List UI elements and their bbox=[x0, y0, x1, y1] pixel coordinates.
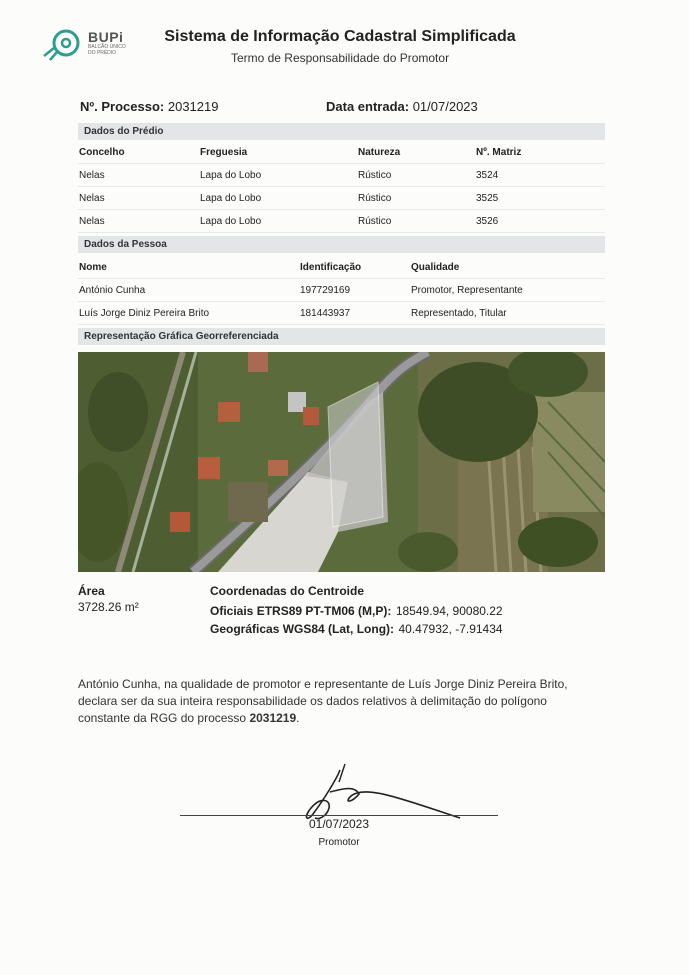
entry-date-value: 01/07/2023 bbox=[412, 99, 478, 114]
section-representacao-grafica: Representação Gráfica Georreferenciada bbox=[78, 328, 605, 345]
geographic-coordinates-value: 40.47932, -7.91434 bbox=[398, 622, 503, 636]
geographic-coordinates-label: Geográficas WGS84 (Lat, Long): bbox=[210, 622, 395, 636]
cell-freguesia: Lapa do Lobo bbox=[200, 193, 262, 204]
official-coordinates bbox=[210, 602, 503, 620]
signature-line bbox=[180, 815, 498, 816]
signature-role: Promotor bbox=[318, 837, 360, 848]
col-matriz: Nº. Matriz bbox=[476, 147, 522, 158]
col-natureza: Natureza bbox=[358, 147, 401, 158]
pessoa-table bbox=[78, 256, 605, 325]
predio-table bbox=[78, 141, 605, 233]
cell-identificacao: 197729169 bbox=[300, 285, 351, 296]
signature-date: 01/07/2023 bbox=[308, 817, 370, 831]
logo-sub-2: DO PRÉDIO bbox=[88, 49, 117, 56]
process-number-value: 2031219 bbox=[167, 99, 219, 114]
col-identificacao: Identificação bbox=[300, 262, 362, 273]
cell-concelho: Nelas bbox=[79, 193, 105, 204]
geographic-coordinates bbox=[210, 620, 503, 638]
table-row bbox=[78, 187, 605, 210]
entry-date-label: Data entrada: bbox=[326, 99, 410, 114]
statement-end: . bbox=[296, 711, 300, 725]
table-row bbox=[78, 164, 605, 187]
col-qualidade: Qualidade bbox=[411, 262, 460, 273]
col-nome: Nome bbox=[79, 262, 107, 273]
process-number-label: Nº. Processo: bbox=[80, 99, 165, 114]
cell-concelho: Nelas bbox=[79, 170, 105, 181]
cell-concelho: Nelas bbox=[79, 216, 105, 227]
logo-sub-1: BALCÃO ÚNICO bbox=[88, 44, 126, 50]
col-freguesia: Freguesia bbox=[200, 147, 248, 158]
logo-name: BUPi bbox=[88, 29, 124, 45]
section-dados-pessoa: Dados da Pessoa bbox=[78, 236, 605, 253]
cell-qualidade: Representado, Titular bbox=[411, 308, 507, 319]
statement-text: António Cunha, na qualidade de promotor e representante de Luís Jorge Diniz Pereira Brito, declara ser da sua inteira responsabilidade os dados relativos à delimitação do polígono constante da RGG do processo bbox=[78, 677, 568, 725]
cell-nome: António Cunha bbox=[79, 285, 146, 296]
logo-text bbox=[88, 29, 126, 56]
cell-nome: Luís Jorge Diniz Pereira Brito bbox=[79, 308, 210, 319]
pessoa-table-header bbox=[78, 256, 605, 279]
document-subtitle: Termo de Responsabilidade do Promotor bbox=[230, 51, 450, 65]
statement-process-number: 2031219 bbox=[249, 711, 297, 725]
table-row bbox=[78, 210, 605, 233]
cell-identificacao: 181443937 bbox=[300, 308, 351, 319]
cell-natureza: Rústico bbox=[358, 193, 392, 204]
section-dados-predio: Dados do Prédio bbox=[78, 123, 605, 140]
entry-date bbox=[326, 99, 478, 114]
cell-matriz: 3524 bbox=[476, 170, 499, 181]
aerial-map-image bbox=[78, 352, 605, 572]
document-title: Sistema de Informação Cadastral Simplificada bbox=[164, 28, 516, 45]
official-coordinates-value: 18549.94, 90080.22 bbox=[395, 604, 503, 618]
predio-table-header bbox=[78, 141, 605, 164]
area-value: 3728.26 m² bbox=[78, 600, 139, 614]
area-label: Área bbox=[78, 584, 105, 598]
cell-freguesia: Lapa do Lobo bbox=[200, 170, 262, 181]
official-coordinates-label: Oficiais ETRS89 PT-TM06 (M,P): bbox=[210, 604, 392, 618]
process-number bbox=[80, 99, 218, 114]
table-row bbox=[78, 302, 605, 325]
table-row bbox=[78, 279, 605, 302]
coordinates-title: Coordenadas do Centroide bbox=[210, 584, 365, 598]
cell-matriz: 3525 bbox=[476, 193, 499, 204]
cell-matriz: 3526 bbox=[476, 216, 499, 227]
cell-freguesia: Lapa do Lobo bbox=[200, 216, 262, 227]
cell-natureza: Rústico bbox=[358, 170, 392, 181]
col-concelho: Concelho bbox=[79, 147, 125, 158]
cell-natureza: Rústico bbox=[358, 216, 392, 227]
responsibility-statement bbox=[78, 676, 598, 727]
cell-qualidade: Promotor, Representante bbox=[411, 285, 523, 296]
